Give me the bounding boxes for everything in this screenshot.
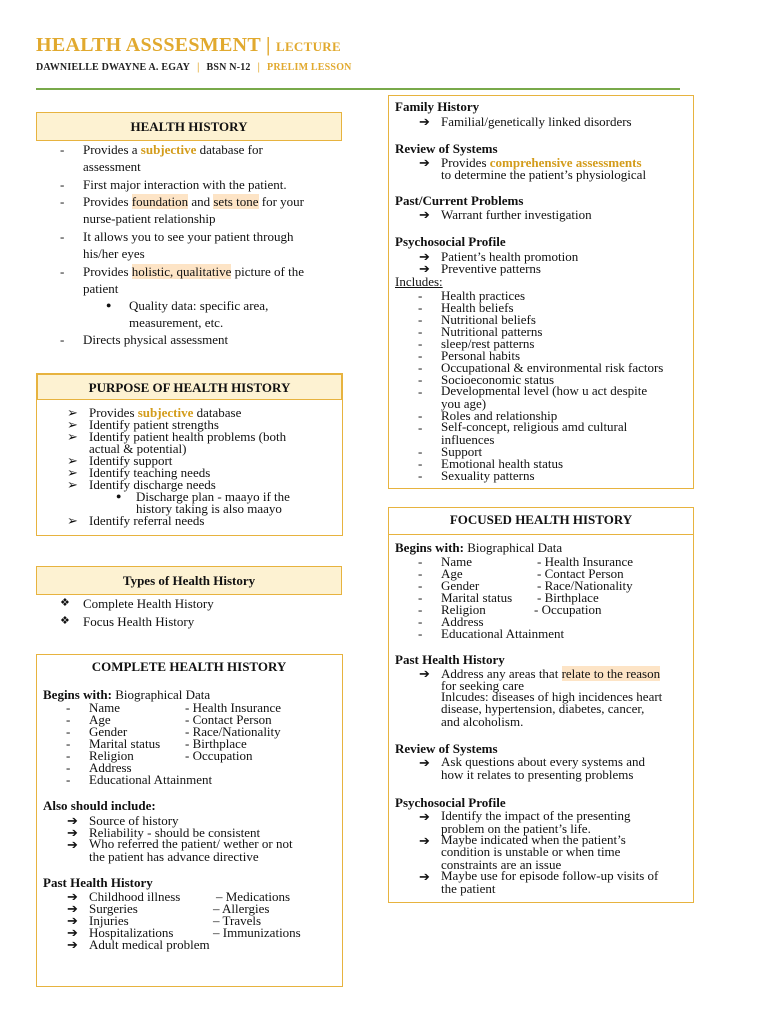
focused-psy-item-1-cont: problem on the patient’s life. xyxy=(441,821,591,836)
bullet-arrow: ➔ xyxy=(419,755,430,770)
bio-left: Name xyxy=(441,554,473,569)
line: Inlcudes: diseases of high incidences heart xyxy=(441,689,663,704)
pcp-item: Warrant further investigation xyxy=(441,207,592,222)
bullet-arrow: ➔ xyxy=(419,261,430,276)
text: Provides xyxy=(83,194,132,209)
bio-left: Age xyxy=(89,712,111,727)
text: Provides xyxy=(83,264,132,279)
types-item-1: Complete Health History xyxy=(83,596,214,611)
bio-right: - Race/Nationality xyxy=(537,578,633,593)
psychosocial-heading: Psychosocial Profile xyxy=(395,234,506,249)
family-history-item: Familial/genetically linked disorders xyxy=(441,114,632,129)
bio-left: Address xyxy=(441,614,484,629)
include-item: Health beliefs xyxy=(441,300,514,315)
bio-right: - Health Insurance xyxy=(537,554,634,569)
purpose-subitem: Discharge plan - maayo if the xyxy=(136,489,290,504)
bullet-arrowhead: ➢ xyxy=(67,513,78,528)
complete-history-heading: COMPLETE HEALTH HISTORY xyxy=(91,659,287,674)
meta-separator: | xyxy=(197,62,200,73)
bullet-arrowhead: ➢ xyxy=(67,453,78,468)
bullet-arrow: ➔ xyxy=(67,925,78,940)
focused-begins xyxy=(395,541,562,554)
hh-item-6: Directs physical assessment xyxy=(83,332,229,347)
bullet-arrow: ➔ xyxy=(419,155,430,170)
past-health-heading: Past Health History xyxy=(43,875,153,890)
bullet-arrowhead: ➢ xyxy=(67,417,78,432)
includes-label: Includes: xyxy=(395,274,443,289)
purpose-item-6: Identify discharge needs xyxy=(89,477,216,492)
include-item: Roles and relationship xyxy=(441,408,558,423)
bio-left: Educational Attainment xyxy=(441,626,565,641)
types-heading: Types of Health History xyxy=(36,566,342,595)
focused-past-includes-3: and alcoholism. xyxy=(441,714,524,729)
focused-psy-heading: Psychosocial Profile xyxy=(395,795,506,810)
include-item-cont: you age) xyxy=(441,396,487,411)
purpose-heading: PURPOSE OF HEALTH HISTORY xyxy=(37,374,342,400)
highlight-holistic: holistic, qualitative xyxy=(131,264,232,279)
bullet-arrow: ➔ xyxy=(67,901,78,916)
family-history-heading: Family History xyxy=(395,99,480,114)
bio-left: Marital status xyxy=(89,736,161,751)
hh-item-1 xyxy=(83,143,263,156)
include-item: Occupational & environmental risk factors xyxy=(441,360,664,375)
bullet-dash: - xyxy=(418,312,423,327)
text: database for xyxy=(196,142,263,157)
health-history-heading: HEALTH HISTORY xyxy=(36,112,342,141)
bullet-arrowhead: ➢ xyxy=(67,429,78,444)
text: Provides a xyxy=(83,142,141,157)
document-meta xyxy=(36,62,352,73)
focused-ros-cont: how it relates to presenting problems xyxy=(441,767,634,782)
label: Begins with: xyxy=(395,540,464,555)
bio-right: - Contact Person xyxy=(537,566,624,581)
hh-subitem-cont: measurement, etc. xyxy=(129,315,224,330)
bullet-arrowhead: ➢ xyxy=(67,405,78,420)
text: Address any areas that xyxy=(441,666,562,681)
line: Who referred the patient/ wether or not xyxy=(89,836,293,851)
bullet-dash: - xyxy=(60,194,65,209)
include-item: Socioeconomic status xyxy=(441,372,555,387)
also-item-3-cont: the patient has advance directive xyxy=(89,849,259,864)
include-item: Health practices xyxy=(441,288,526,303)
bullet-dash: - xyxy=(418,336,423,351)
keyword-comprehensive: comprehensive assessments xyxy=(489,155,642,170)
bullet-diamond: ❖ xyxy=(60,615,70,627)
text: picture of the xyxy=(231,264,304,279)
bullet-dash: - xyxy=(418,590,423,605)
bio-right: - Birthplace xyxy=(537,590,599,605)
bullet-dash: - xyxy=(418,360,423,375)
bio-left: Marital status xyxy=(441,590,513,605)
highlight-reason: relate to the reason xyxy=(561,666,661,681)
bullet-arrowhead: ➢ xyxy=(67,477,78,492)
bio-right: - Health Insurance xyxy=(185,700,282,715)
bullet-arrow: ➔ xyxy=(419,833,430,848)
psy-item-2: Preventive patterns xyxy=(441,261,541,276)
bullet-dash: - xyxy=(418,408,423,423)
bullet-arrow: ➔ xyxy=(67,889,78,904)
include-item: Nutritional patterns xyxy=(441,324,543,339)
bullet-dash: - xyxy=(418,420,423,435)
bullet-dash: - xyxy=(66,724,71,739)
bullet-dot: ● xyxy=(116,491,122,501)
line: condition is unstable or when time xyxy=(441,844,621,859)
bio-right: - Race/Nationality xyxy=(185,724,281,739)
bullet-arrow: ➔ xyxy=(419,809,430,824)
bullet-dash: - xyxy=(418,288,423,303)
include-item: Sexuality patterns xyxy=(441,468,535,483)
bullet-dash: - xyxy=(60,264,65,279)
bullet-arrow: ➔ xyxy=(67,913,78,928)
focused-past-cont: for seeking care xyxy=(441,678,525,693)
title-subtitle: LECTURE xyxy=(275,39,341,54)
bullet-arrow: ➔ xyxy=(419,114,430,129)
purpose-item-3: Identify patient health problems (both xyxy=(89,429,287,444)
past-left: Childhood illness xyxy=(89,889,181,904)
bullet-dash: - xyxy=(418,554,423,569)
keyword-subjective: subjective xyxy=(140,142,197,157)
past-left: Surgeries xyxy=(89,901,138,916)
hh-subitem: Quality data: specific area, xyxy=(129,298,269,313)
bullet-arrow: ➔ xyxy=(67,825,78,840)
line: Developmental level (how u act despite xyxy=(441,383,648,398)
bullet-dash: - xyxy=(60,332,65,347)
text: Provides xyxy=(441,155,490,170)
bullet-dash: - xyxy=(418,372,423,387)
hh-item-1-cont: assessment xyxy=(83,159,141,174)
hh-item-3-cont: nurse-patient relationship xyxy=(83,211,216,226)
bullet-arrow: ➔ xyxy=(419,666,430,681)
hh-item-5-cont: patient xyxy=(83,281,119,296)
text: and xyxy=(188,194,214,209)
bullet-dash: - xyxy=(66,772,71,787)
bullet-dash: - xyxy=(418,300,423,315)
value: Biographical Data xyxy=(463,540,563,555)
bullet-arrow: ➔ xyxy=(67,813,78,828)
document-title xyxy=(36,34,341,57)
past-left: Injuries xyxy=(89,913,129,928)
bullet-dash: - xyxy=(66,700,71,715)
bio-left: Age xyxy=(441,566,463,581)
past-right: – Immunizations xyxy=(213,925,301,940)
purpose-item-2: Identify patient strengths xyxy=(89,417,219,432)
hh-item-3 xyxy=(83,195,304,208)
include-item: Support xyxy=(441,444,483,459)
author-name: DAWNIELLE DWAYNE A. EGAY xyxy=(36,62,191,73)
bullet-arrow: ➔ xyxy=(419,249,430,264)
text: for your xyxy=(258,194,304,209)
focused-psy-item-3-cont: the patient xyxy=(441,881,496,896)
include-item: Personal habits xyxy=(441,348,521,363)
hh-item-4-cont: his/her eyes xyxy=(83,246,145,261)
bullet-dash: - xyxy=(418,384,423,399)
past-right: – Travels xyxy=(213,913,262,928)
bio-right: - Contact Person xyxy=(185,712,272,727)
line: Self-concept, religious amd cultural xyxy=(441,419,628,434)
bullet-dash: - xyxy=(418,348,423,363)
pcp-heading: Past/Current Problems xyxy=(395,193,524,208)
focused-heading-divider xyxy=(389,534,693,535)
purpose-item-5: Identify teaching needs xyxy=(89,465,211,480)
bullet-dash: - xyxy=(66,712,71,727)
bullet-dash: - xyxy=(60,229,65,244)
focused-ros-heading: Review of Systems xyxy=(395,741,498,756)
focused-past-heading: Past Health History xyxy=(395,652,505,667)
bullet-arrow: ➔ xyxy=(419,869,430,884)
purpose-item-7: Identify referral needs xyxy=(89,513,205,528)
lesson-label: PRELIM LESSON xyxy=(267,62,352,73)
highlight-sets-tone: sets tone xyxy=(213,194,259,209)
bullet-dash: - xyxy=(418,468,423,483)
bio-right: - Birthplace xyxy=(185,736,247,751)
bio-left: Name xyxy=(89,700,121,715)
include-item: sleep/rest patterns xyxy=(441,336,535,351)
bullet-dash: - xyxy=(418,614,423,629)
include-item: Nutritional beliefs xyxy=(441,312,536,327)
bio-left: Gender xyxy=(89,724,128,739)
past-left: Adult medical problem xyxy=(89,937,210,952)
bullet-dash: - xyxy=(66,760,71,775)
bullet-dash: - xyxy=(418,456,423,471)
header-divider xyxy=(36,88,680,90)
bio-right: - Occupation xyxy=(534,602,602,617)
bullet-dash: - xyxy=(418,324,423,339)
bio-left: Gender xyxy=(441,578,480,593)
meta-separator: | xyxy=(257,62,261,73)
ros-item-cont: to determine the patient’s physiological xyxy=(441,167,647,182)
bullet-diamond: ❖ xyxy=(60,597,70,609)
include-item-cont: influences xyxy=(441,432,495,447)
include-item: Emotional health status xyxy=(441,456,564,471)
purpose-item-3-cont: actual & potential) xyxy=(89,441,187,456)
label: Begins with: xyxy=(43,687,112,702)
also-include-heading: Also should include: xyxy=(43,798,156,813)
also-item-1: Source of history xyxy=(89,813,179,828)
ros-heading: Review of Systems xyxy=(395,141,498,156)
bio-left: Religion xyxy=(89,748,134,763)
bullet-dot: ● xyxy=(106,300,112,310)
focused-history-heading: FOCUSED HEALTH HISTORY xyxy=(449,512,633,527)
bullet-dash: - xyxy=(418,626,423,641)
bullet-arrowhead: ➢ xyxy=(67,465,78,480)
line: Ask questions about every systems and xyxy=(441,754,646,769)
bullet-dash: - xyxy=(60,142,65,157)
title-text: HEALTH ASSSESMENT | xyxy=(36,34,271,56)
also-item-2: Reliability - should be consistent xyxy=(89,825,261,840)
bio-left: Educational Attainment xyxy=(89,772,213,787)
bullet-dash: - xyxy=(418,566,423,581)
line: Maybe indicated when the patient’s xyxy=(441,832,626,847)
bullet-arrow: ➔ xyxy=(67,837,78,852)
line: Identify the impact of the presenting xyxy=(441,808,631,823)
bullet-arrow: ➔ xyxy=(419,207,430,222)
bullet-dash: - xyxy=(66,748,71,763)
highlight-foundation: foundation xyxy=(131,194,189,209)
text: Provides xyxy=(89,405,138,420)
text: database xyxy=(193,405,242,420)
line: Maybe use for episode follow-up visits of xyxy=(441,868,659,883)
bullet-dash: - xyxy=(60,177,65,192)
hh-item-4: It allows you to see your patient through xyxy=(83,229,294,244)
bullet-dash: - xyxy=(66,736,71,751)
psy-item-1: Patient’s health promotion xyxy=(441,249,579,264)
course-code: BSN N-12 xyxy=(206,62,251,73)
types-item-2: Focus Health History xyxy=(83,614,195,629)
focused-psy-item-2-cont2: constraints are an issue xyxy=(441,857,562,872)
bio-right: - Occupation xyxy=(185,748,253,763)
bullet-dash: - xyxy=(418,602,423,617)
bullet-dash: - xyxy=(418,444,423,459)
hh-item-5 xyxy=(83,265,304,278)
past-right: – Allergies xyxy=(213,901,270,916)
purpose-item-4: Identify support xyxy=(89,453,173,468)
bullet-dash: - xyxy=(418,578,423,593)
past-right: – Medications xyxy=(216,889,291,904)
bullet-arrow: ➔ xyxy=(67,937,78,952)
bio-left: Religion xyxy=(441,602,486,617)
value: Biographical Data xyxy=(111,687,211,702)
line: disease, hypertension, diabetes, cancer, xyxy=(441,701,645,716)
bio-left: Address xyxy=(89,760,132,775)
purpose-subitem-cont: history taking is also maayo xyxy=(136,501,282,516)
past-left: Hospitalizations xyxy=(89,925,174,940)
keyword-subjective: subjective xyxy=(137,405,194,420)
hh-item-2: First major interaction with the patient. xyxy=(83,177,287,192)
